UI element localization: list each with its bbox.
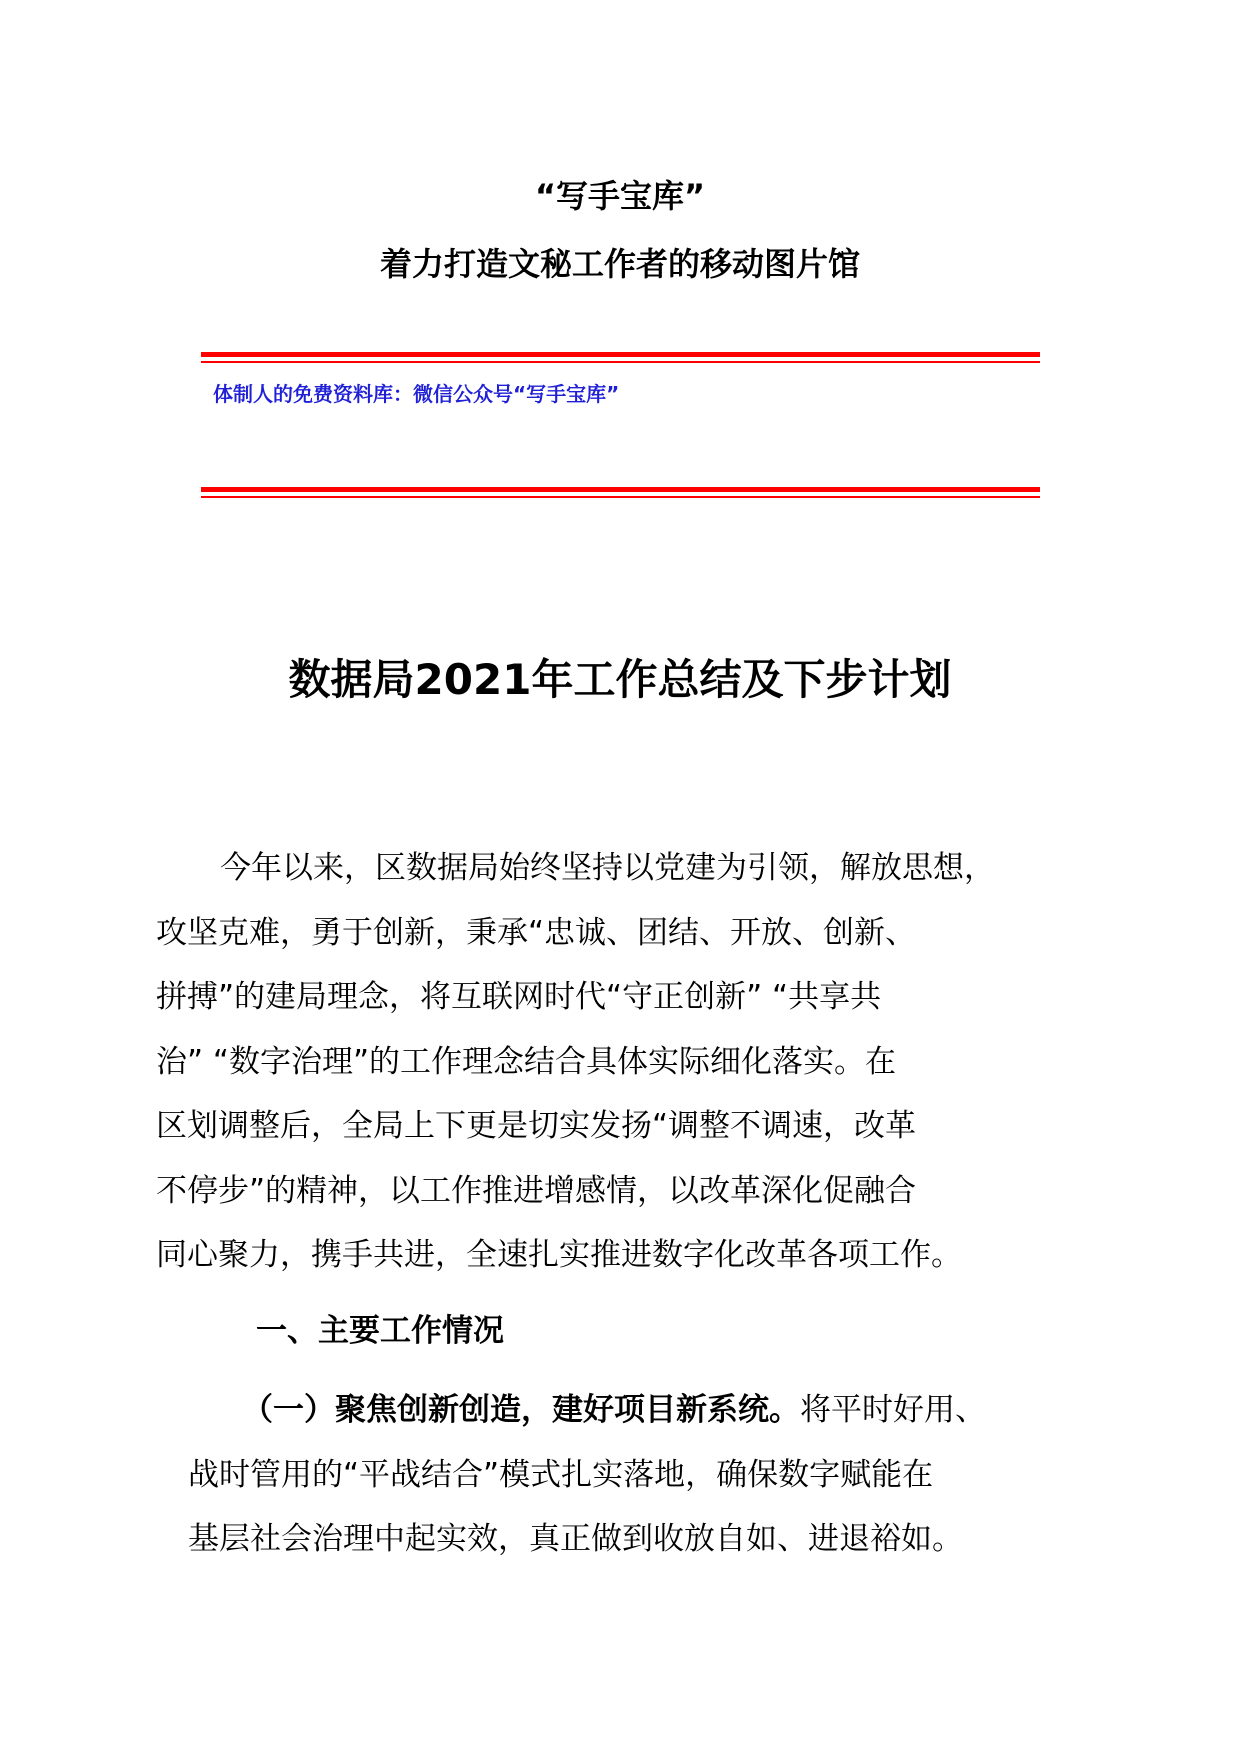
subsection-paragraph-1 (188, 1378, 1088, 1572)
subsection-line-1-rest: 将平时好用、 (800, 1392, 986, 1428)
intro-line: 今年以来，区数据局始终坚持以党建为引领，解放思想， (220, 850, 995, 886)
intro-line: 不停步”的精神，以工作推进增感情，以改革深化促融合 (156, 1172, 917, 1209)
banner-title-line1: “写手宝库” (534, 177, 706, 215)
subsection-line-1 (188, 1378, 1088, 1443)
intro-paragraph (156, 836, 1088, 1288)
subsection-lead: （一）聚焦创新创造，建好项目新系统。 (242, 1392, 800, 1428)
top-red-rule-thin (201, 361, 1040, 363)
intro-line: 同心聚力，携手共进，全速扎实推进数字化改革各项工作。 (156, 1237, 962, 1273)
promo-text: 体制人的免费资料库：微信公众号“写手宝库” (213, 382, 620, 406)
top-red-rule-thick (201, 352, 1040, 357)
subsection-line-3: 基层社会治理中起实效，真正做到收放自如、进退裕如。 (188, 1521, 963, 1557)
intro-line: 区划调整后，全局上下更是切实发扬“调整不调速，改革 (156, 1108, 917, 1144)
bottom-red-rule-thin (201, 496, 1040, 498)
banner-title-line2: 着力打造文秘工作者的移动图片馆 (379, 245, 860, 283)
document-title: 数据局2021年工作总结及下步计划 (288, 655, 952, 704)
subsection-line-2: 战时管用的“平战结合”模式扎实落地，确保数字赋能在 (188, 1456, 934, 1493)
intro-line: 治” “数字治理”的工作理念结合具体实际细化落实。在 (156, 1043, 897, 1080)
intro-line: 攻坚克难，勇于创新，秉承“忠诚、团结、开放、创新、 (156, 914, 917, 951)
intro-line: 拼搏”的建局理念，将互联网时代“守正创新” “共享共 (156, 979, 882, 1015)
bottom-red-rule-thick (201, 487, 1040, 492)
section-heading-1: 一、主要工作情况 (256, 1313, 504, 1349)
